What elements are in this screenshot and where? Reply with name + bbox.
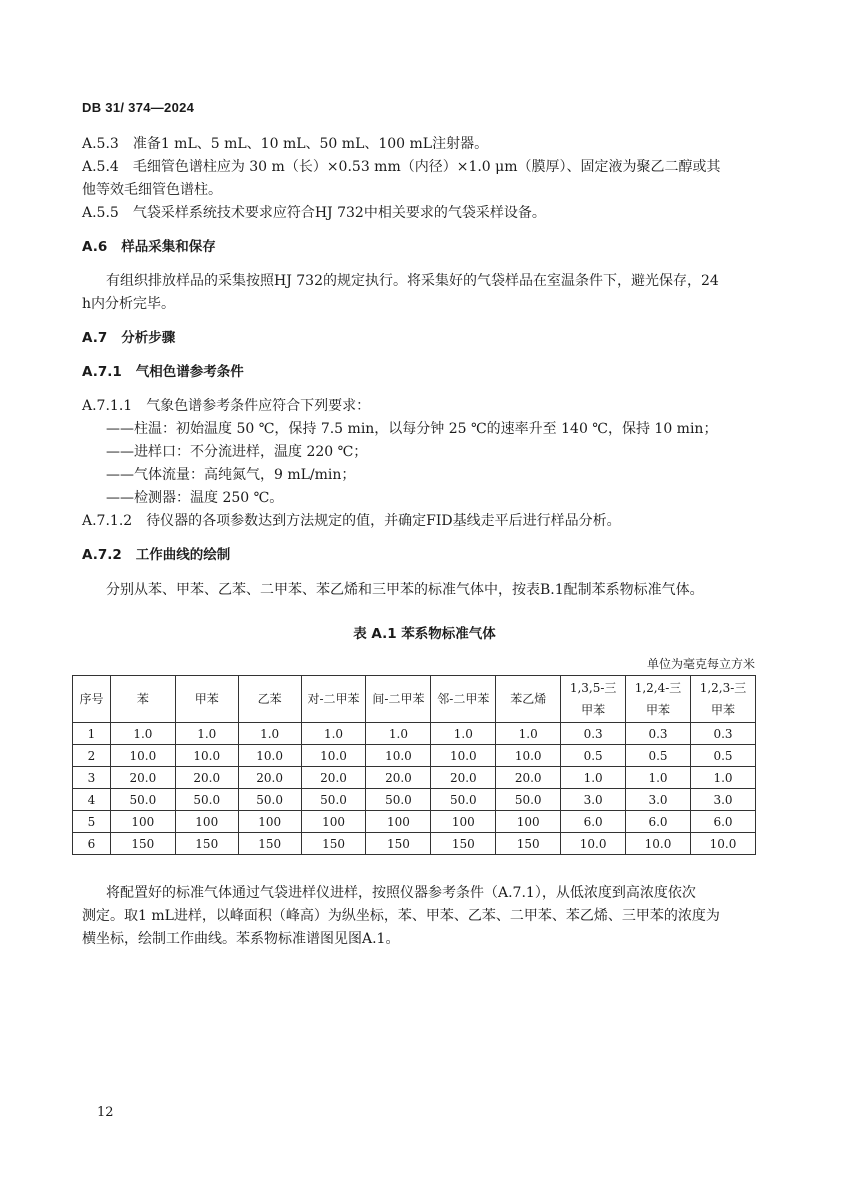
paragraph-a6-line1: 有组织排放样品的采集按照HJ 732的规定执行。将采集好的气袋样品在室温条件下，避光保存，24 — [106, 273, 719, 289]
table-caption: 表 A.1 苯系物标准气体 — [353, 626, 496, 642]
table-cell: 50.0 — [238, 789, 301, 811]
section-a6-title: A.6 样品采集和保存 — [82, 239, 216, 255]
table-cell: 20.0 — [110, 767, 175, 789]
table-cell: 100 — [175, 811, 238, 833]
page-number: 12 — [97, 1105, 114, 1120]
table-cell: 100 — [496, 811, 561, 833]
table-row — [73, 789, 756, 811]
table-cell: 6.0 — [690, 811, 755, 833]
table-cell: 1.0 — [175, 723, 238, 745]
table-row — [73, 745, 756, 767]
table-cell: 3 — [73, 767, 111, 789]
table-cell: 50.0 — [110, 789, 175, 811]
clause-a55: A.5.5 气袋采样系统技术要求应符合HJ 732中相关要求的气袋采样设备。 — [82, 205, 546, 221]
table-cell: 0.5 — [561, 745, 626, 767]
section-a7-title: A.7 分析步骤 — [82, 330, 176, 346]
paragraph-after-line3: 横坐标，绘制工作曲线。苯系物标准谱图见图A.1。 — [82, 931, 400, 947]
table-cell: 0.5 — [690, 745, 755, 767]
bullet-column-temp: ——柱温：初始温度 50 ℃，保持 7.5 min，以每分钟 25 ℃的速率升至 140 ℃，保持 10 min； — [106, 421, 718, 437]
table-cell: 100 — [110, 811, 175, 833]
paragraph-after-line1: 将配置好的标准气体通过气袋进样仪进样，按照仪器参考条件（A.7.1），从低浓度到高浓度依次 — [106, 885, 696, 901]
table-cell: 1.0 — [238, 723, 301, 745]
table-cell: 20.0 — [238, 767, 301, 789]
table-cell: 20.0 — [431, 767, 496, 789]
document-header: DB 31/ 374—2024 — [82, 100, 195, 115]
header-styrene: 苯乙烯 — [496, 676, 561, 723]
table-cell: 0.3 — [690, 723, 755, 745]
table-cell: 5 — [73, 811, 111, 833]
clause-a53: A.5.3 准备1 mL、5 mL、10 mL、50 mL、100 mL注射器。 — [82, 136, 489, 152]
bullet-gas-flow: ——气体流量：高纯氮气，9 mL/min； — [106, 467, 356, 483]
table-cell: 4 — [73, 789, 111, 811]
table-cell: 0.3 — [561, 723, 626, 745]
header-toluene: 甲苯 — [175, 676, 238, 723]
table-cell: 10.0 — [175, 745, 238, 767]
table-cell: 3.0 — [626, 789, 691, 811]
table-cell: 1.0 — [496, 723, 561, 745]
header-benzene: 苯 — [110, 676, 175, 723]
table-cell: 6.0 — [626, 811, 691, 833]
header-m-xylene: 间-二甲苯 — [366, 676, 431, 723]
table-row — [73, 833, 756, 855]
paragraph-a72: 分别从苯、甲苯、乙苯、二甲苯、苯乙烯和三甲苯的标准气体中，按表B.1配制苯系物标准气体。 — [106, 582, 704, 598]
table-cell: 10.0 — [366, 745, 431, 767]
bullet-detector: ——检测器：温度 250 ℃。 — [106, 490, 284, 506]
table-cell: 150 — [496, 833, 561, 855]
table-cell: 20.0 — [301, 767, 366, 789]
table-cell: 150 — [431, 833, 496, 855]
table-cell: 150 — [110, 833, 175, 855]
table-cell: 150 — [175, 833, 238, 855]
table-cell: 3.0 — [561, 789, 626, 811]
table-cell: 1.0 — [301, 723, 366, 745]
clause-a54: A.5.4 毛细管色谱柱应为 30 m（长）×0.53 mm（内径）×1.0 μm（膜厚）、固定液为聚乙二醇或其 — [82, 159, 721, 175]
header-seq: 序号 — [73, 676, 111, 723]
header-135-tmb: 1,3,5-三 甲苯 — [561, 676, 626, 723]
table-cell: 50.0 — [366, 789, 431, 811]
table-cell: 1.0 — [561, 767, 626, 789]
table-cell: 1.0 — [626, 767, 691, 789]
table-unit: 单位为毫克每立方米 — [646, 657, 755, 671]
table-cell: 150 — [238, 833, 301, 855]
table-cell: 10.0 — [561, 833, 626, 855]
table-cell: 50.0 — [175, 789, 238, 811]
table-row — [73, 767, 756, 789]
paragraph-a6-line2: h内分析完毕。 — [82, 296, 176, 312]
paragraph-after-line2: 测定。取1 mL进样，以峰面积（峰高）为纵坐标，苯、甲苯、乙苯、二甲苯、苯乙烯、三甲苯的浓度为 — [82, 908, 720, 924]
table-cell: 10.0 — [626, 833, 691, 855]
table-cell: 1 — [73, 723, 111, 745]
clause-a54-continuation: 他等效毛细管色谱柱。 — [82, 182, 222, 198]
table-cell: 0.5 — [626, 745, 691, 767]
table-row — [73, 811, 756, 833]
table-cell: 20.0 — [366, 767, 431, 789]
table-cell: 100 — [301, 811, 366, 833]
table-cell: 50.0 — [431, 789, 496, 811]
clause-a711: A.7.1.1 气象色谱参考条件应符合下列要求： — [82, 398, 371, 414]
table-cell: 20.0 — [496, 767, 561, 789]
table-cell: 1.0 — [690, 767, 755, 789]
section-a71-title: A.7.1 气相色谱参考条件 — [82, 364, 244, 380]
header-ethylbenzene: 乙苯 — [238, 676, 301, 723]
standard-gas-table — [72, 675, 756, 855]
table-cell: 10.0 — [496, 745, 561, 767]
table-cell: 1.0 — [110, 723, 175, 745]
table-cell: 50.0 — [301, 789, 366, 811]
section-a72-title: A.7.2 工作曲线的绘制 — [82, 547, 231, 563]
table-header-row — [73, 676, 756, 723]
header-p-xylene: 对-二甲苯 — [301, 676, 366, 723]
header-o-xylene: 邻-二甲苯 — [431, 676, 496, 723]
table-cell: 1.0 — [431, 723, 496, 745]
table-cell: 10.0 — [301, 745, 366, 767]
header-123-tmb: 1,2,3-三 甲苯 — [690, 676, 755, 723]
table-cell: 6 — [73, 833, 111, 855]
table-cell: 20.0 — [175, 767, 238, 789]
table-row — [73, 723, 756, 745]
table-cell: 3.0 — [690, 789, 755, 811]
table-cell: 10.0 — [238, 745, 301, 767]
header-124-tmb: 1,2,4-三 甲苯 — [626, 676, 691, 723]
table-cell: 10.0 — [431, 745, 496, 767]
bullet-inlet: ——进样口：不分流进样，温度 220 ℃； — [106, 444, 368, 460]
table-cell: 100 — [366, 811, 431, 833]
table-cell: 150 — [366, 833, 431, 855]
table-cell: 0.3 — [626, 723, 691, 745]
table-cell: 6.0 — [561, 811, 626, 833]
table-cell: 100 — [431, 811, 496, 833]
table-cell: 2 — [73, 745, 111, 767]
clause-a712: A.7.1.2 待仪器的各项参数达到方法规定的值，并确定FID基线走平后进行样品分析。 — [82, 513, 621, 529]
table-cell: 10.0 — [690, 833, 755, 855]
table-cell: 100 — [238, 811, 301, 833]
table-cell: 150 — [301, 833, 366, 855]
table-cell: 1.0 — [366, 723, 431, 745]
table-cell: 50.0 — [496, 789, 561, 811]
table-cell: 10.0 — [110, 745, 175, 767]
